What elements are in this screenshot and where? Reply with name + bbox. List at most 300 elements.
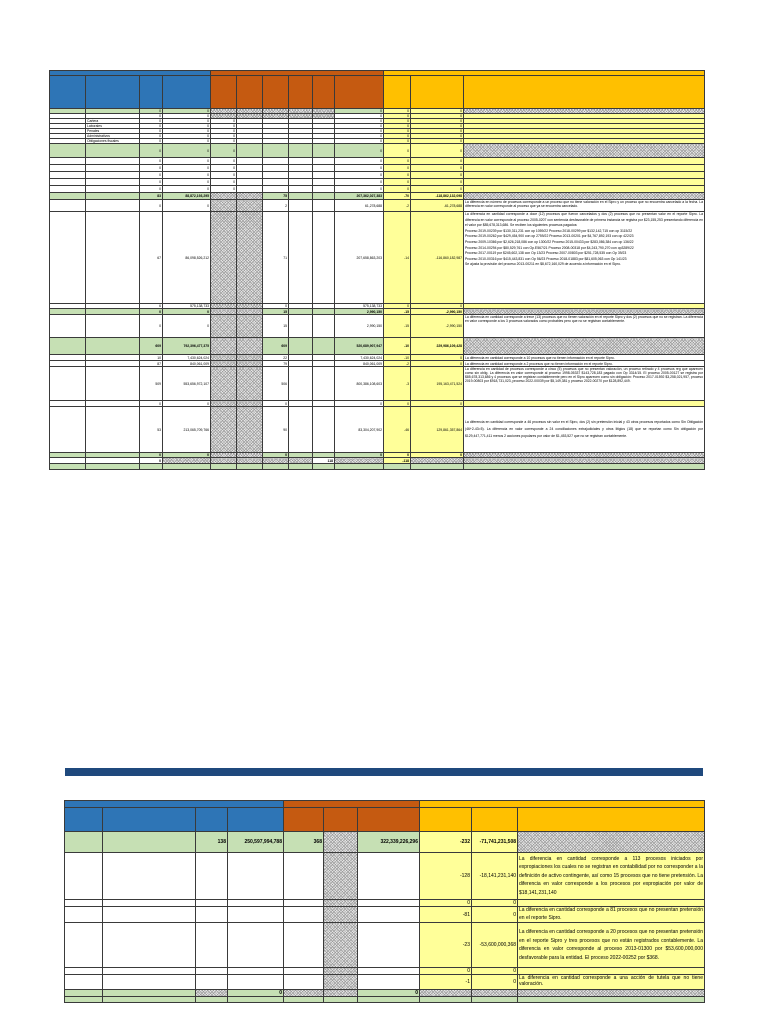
table-cell: 86,098,526,212: [163, 212, 211, 304]
table-cell: 213,065,709,766: [163, 407, 211, 453]
table-cell: [464, 179, 705, 186]
table-cell: 0: [384, 114, 411, 119]
table-cell: 75: [263, 193, 289, 200]
table-cell: [237, 144, 263, 158]
table-cell: [103, 975, 196, 990]
table-cell: 7,430,624,024: [335, 355, 384, 361]
table-cell: 0: [163, 124, 211, 129]
table-cell: -118,862,132,098: [411, 193, 464, 200]
table-cell: 0: [384, 144, 411, 158]
table-cell: 0: [411, 186, 464, 193]
table-row: [50, 200, 705, 212]
table-cell: 87: [140, 361, 163, 367]
table-cell: [86, 338, 140, 355]
total-row: [65, 832, 705, 853]
table-cell: [284, 923, 324, 968]
table-cell: 0: [384, 158, 411, 165]
table-cell: 0: [140, 109, 163, 114]
table-cell: 0: [211, 119, 237, 124]
table-cell: 0: [335, 129, 384, 134]
table-cell: 0: [411, 134, 464, 139]
table-cell: 0: [411, 401, 464, 407]
header-band-difference: [420, 801, 705, 808]
table-row: [50, 165, 705, 172]
table-row: [50, 158, 705, 165]
table-cell: 0: [140, 200, 163, 212]
table-cell: [472, 990, 518, 997]
difference-note: La diferencia en cantidad corresponde a doce (12) procesos que fueron cancelados y dos (2) procesos que no presentan valor en el reporte Sipro. La diferencia en valor corresponde al proceso 2005-0207 con sentencia desfavorable de primera instancia se registra por $23,155,253 presentando diferencia en el valor por $85,678,313,686. Se reciben los siguientes procesos pagados: Proceso 2019-00239 por $130,311,231 con op 1059/22 Proceso 2018-00299 por $132,142,715 con op 3115/22 Proceso 2019-00262 por $429,454,900 con op 2759/22 Proceso 2013-00201 por $4,767,892,193 con op 422/23 Proceso 2009-10366 por $2,626,218,086 con op 1300/22 Proceso 2015-00433 por $283,086,384 con op 136/22 Proceso 2014-00294 por $80,529,761 con Op.E567/21 Proceso 2008-00318 por $4,243,790,270 con op3289/22 Proceso 2017-00119 por $245,602,138 con Op 13/23 Proceso 2007-00803 por $251,728,535 con Op 39/23 Proceso 2010-00316 por $415,443,831 con Op 56/23 Proceso 2018-01883 por $81,605,063 con Op 141/23 Se ajusta la provisión del proceso 2013-00211 en $8,672,160,029 de acuerdo a información en el Sipro.: [464, 212, 705, 304]
table-cell: 0: [335, 172, 384, 179]
table-cell: [196, 997, 228, 1003]
table-cell: [263, 144, 289, 158]
table-cell: [289, 315, 313, 338]
table-cell: [420, 990, 472, 997]
table-cell: 88,872,193,295: [163, 193, 211, 200]
table-cell: [518, 900, 705, 907]
table-cell: [211, 407, 237, 453]
table-cell: [358, 808, 420, 832]
table-cell: [284, 990, 324, 997]
table-cell: [50, 200, 86, 212]
footer-row: [50, 464, 705, 470]
table-cell: 0: [384, 304, 411, 309]
table-cell: [324, 968, 358, 975]
table-cell: [324, 832, 358, 853]
table-cell: 0: [263, 453, 289, 458]
table-cell: 0: [384, 172, 411, 179]
table-cell: [86, 144, 140, 158]
table-row: [65, 968, 705, 975]
table-cell: 0: [411, 114, 464, 119]
table-cell: 0: [335, 453, 384, 458]
table-cell: [289, 144, 313, 158]
section-divider-bar: [65, 768, 703, 776]
table-cell: 15: [263, 315, 289, 338]
table-cell: [228, 923, 284, 968]
table-cell: [228, 900, 284, 907]
table-cell: [211, 76, 237, 109]
table-cell: 138: [196, 832, 228, 853]
table-cell: [50, 76, 86, 109]
table-cell: -14: [384, 212, 411, 304]
table-cell: [196, 808, 228, 832]
table-row: [50, 407, 705, 453]
table-cell: [284, 997, 324, 1003]
table-cell: 0: [163, 186, 211, 193]
table-cell: 0: [335, 139, 384, 144]
table-cell: [237, 172, 263, 179]
table-cell: [263, 158, 289, 165]
table-cell: [313, 367, 335, 401]
table-row: [65, 853, 705, 900]
table-cell: 0: [335, 165, 384, 172]
table-cell: [103, 832, 196, 853]
table-cell: 0: [163, 315, 211, 338]
table-cell: -70: [384, 193, 411, 200]
table-cell: [358, 907, 420, 923]
table-cell: [237, 367, 263, 401]
table-cell: -18,141,231,140: [472, 853, 518, 900]
table-cell: [86, 407, 140, 453]
table-cell: 0: [384, 186, 411, 193]
table-cell: [86, 464, 140, 470]
table-cell: 0: [140, 186, 163, 193]
table-cell: [518, 990, 705, 997]
table-cell: [263, 172, 289, 179]
table-cell: [237, 407, 263, 453]
table-cell: 0: [163, 129, 211, 134]
table-cell: [237, 76, 263, 109]
table-cell: [263, 165, 289, 172]
table-cell: 0: [472, 968, 518, 975]
table-cell: 0: [163, 158, 211, 165]
table-cell: 575,138,733: [335, 304, 384, 309]
difference-note: La diferencia en cantidad corresponde a 113 procesos iniciados por expropiaciones los cuales no se registran en contabilidad por no corresponder a la definición de activo contingente, así como 15 procesos que no tiene pretensión. La diferencia en valor corresponde a los procesos por expropiación por valor de $18,141,231,140: [518, 853, 705, 900]
table-cell: 0: [140, 165, 163, 172]
table-cell: [103, 968, 196, 975]
table-cell: -23: [420, 923, 472, 968]
table-cell: 0: [163, 134, 211, 139]
table-cell: 0: [335, 124, 384, 129]
table-cell: 0: [384, 134, 411, 139]
table-cell: [289, 464, 313, 470]
table-cell: 0: [140, 458, 163, 464]
table-cell: [518, 997, 705, 1003]
table-cell: 0: [140, 129, 163, 134]
table-cell: -53,600,000,368: [472, 923, 518, 968]
table-row: [50, 186, 705, 193]
table-cell: [86, 165, 140, 172]
table-cell: -81: [420, 907, 472, 923]
table-cell: [211, 464, 237, 470]
table-cell: 67: [140, 212, 163, 304]
table-cell: [384, 464, 411, 470]
table-cell: [228, 968, 284, 975]
table-cell: 0: [163, 114, 211, 119]
table-cell: [86, 76, 140, 109]
table-cell: [263, 464, 289, 470]
table-cell: [324, 990, 358, 997]
table-cell: 2,990,150: [335, 309, 384, 315]
table-cell: 0: [411, 361, 464, 367]
table-cell: [140, 464, 163, 470]
table-cell: [50, 172, 86, 179]
table-cell: 71: [263, 212, 289, 304]
table-cell: [464, 144, 705, 158]
difference-note: La diferencia en cantidad corresponde a trece (13) procesos que no tienen valoración en el reporte Sipro y dos (2) procesos que no se registran. La diferencia en valor corresponde a los 3 procesos valorados como probables pero que no se registran contablemente.: [464, 315, 705, 338]
table-cell: 0: [163, 139, 211, 144]
difference-note: La diferencia en número de procesos corresponde a un proceso que no tiene valoración en el Sipro y un proceso que no encuentra cancelado a la fecha. La diferencia en valor corresponde al proceso que ya se encuentra cancelado.: [464, 200, 705, 212]
table-cell: 0: [163, 309, 211, 315]
table-row: [50, 212, 705, 304]
table-cell: [289, 367, 313, 401]
table-cell: [50, 464, 86, 470]
table-cell: [65, 997, 103, 1003]
table-cell: [65, 990, 103, 997]
table-cell: [86, 200, 140, 212]
table-cell: [50, 179, 86, 186]
table-cell: 0: [163, 172, 211, 179]
table-cell: [103, 923, 196, 968]
table-cell: 840,061,009: [163, 361, 211, 367]
row-label-administrativos: Administrativos: [86, 134, 140, 139]
table-cell: -10: [384, 338, 411, 355]
table-cell: [324, 808, 358, 832]
table-cell: 0: [472, 975, 518, 990]
table-row: [50, 367, 705, 401]
table-row: [65, 907, 705, 923]
table-cell: [196, 975, 228, 990]
table-cell: 129,861,357,864: [411, 407, 464, 453]
table-cell: [86, 193, 140, 200]
table-cell: 195,163,471,524: [411, 367, 464, 401]
table-cell: 0: [472, 907, 518, 923]
table-row: [50, 172, 705, 179]
table-cell: 0: [384, 119, 411, 124]
table-cell: [65, 923, 103, 968]
table-cell: 0: [211, 129, 237, 134]
table-cell: [228, 853, 284, 900]
table-cell: -128: [420, 853, 472, 900]
row-label-laborales: Laborales: [86, 124, 140, 129]
table-cell: [313, 464, 335, 470]
table-cell: [86, 186, 140, 193]
table-cell: 0: [411, 139, 464, 144]
table-cell: [284, 975, 324, 990]
table-cell: [50, 367, 86, 401]
table-cell: 0: [140, 179, 163, 186]
table-cell: 0: [420, 900, 472, 907]
table-row: [65, 975, 705, 990]
table-cell: [103, 997, 196, 1003]
table-cell: [358, 997, 420, 1003]
table-cell: [464, 464, 705, 470]
table-cell: [50, 407, 86, 453]
table-cell: [228, 975, 284, 990]
table-cell: 250,597,994,788: [228, 832, 284, 853]
table-cell: -10: [384, 355, 411, 361]
table-cell: [289, 76, 313, 109]
table-cell: [50, 315, 86, 338]
table-row: [50, 179, 705, 186]
table-cell: 0: [228, 990, 284, 997]
table-cell: [464, 76, 705, 109]
row-label-penales: Penales: [86, 129, 140, 134]
table-cell: [86, 179, 140, 186]
table-cell: [163, 464, 211, 470]
table-cell: [103, 900, 196, 907]
table-cell: [289, 165, 313, 172]
table-cell: [358, 968, 420, 975]
table-cell: 0: [420, 968, 472, 975]
difference-note: La diferencia en cantidad corresponde a 10 procesos que no tienen información en el reporte Sipro.: [464, 355, 705, 361]
table-cell: 0: [211, 158, 237, 165]
table-cell: 0: [211, 144, 237, 158]
table-cell: 0: [411, 124, 464, 129]
table-cell: [50, 193, 86, 200]
table-cell: 0: [384, 179, 411, 186]
table-cell: [65, 975, 103, 990]
table-cell: 0: [335, 114, 384, 119]
table-cell: 0: [411, 129, 464, 134]
table-cell: 0: [140, 453, 163, 458]
table-cell: 0: [472, 900, 518, 907]
table-cell: [472, 997, 518, 1003]
table-cell: [313, 179, 335, 186]
table-cell: [384, 76, 411, 109]
table-cell: [313, 193, 335, 200]
table-cell: [103, 808, 196, 832]
table-cell: [237, 315, 263, 338]
table-cell: [237, 200, 263, 212]
table-cell: [65, 968, 103, 975]
table-cell: [65, 853, 103, 900]
table-cell: [358, 900, 420, 907]
table-cell: [358, 853, 420, 900]
table-cell: 2: [263, 200, 289, 212]
reconciliation-table-litigation: [49, 70, 705, 470]
table-cell: [358, 923, 420, 968]
table-cell: 0: [411, 158, 464, 165]
table-cell: [284, 853, 324, 900]
difference-note: La diferencia en cantidad corresponde a 20 procesos que no presentan pretensión en el reporte Sipro y tres procesos que no están registrados contablemente. La diferencia en valor corresponde al proceso 2013-01300 por $53,600,000,000 desfavorable para la entidad. El proceso 2022-00252 por $368.: [518, 923, 705, 968]
table-cell: 792,396,477,375: [163, 338, 211, 355]
table-cell: 22: [263, 355, 289, 361]
difference-note: La diferencia en cantidad de procesos corresponde a cinco (5) procesos que no presentan valoración, un proceso retirado y 4 procesos reg que aparecen como sin oblig. La diferencia en valor corresponde al proceso 1998-05337 $143,728,183 pagado con Op 3314/15. El proceso 2005-00127 se registra por $85,678,313,686 y 4 procesos que se registran contablemente pero en el Sipro aparecen como sin obligación: Proceso 2017-01592 $3,258,021,957, proceso 2019-00803 por $918,731,023, proceso 2022-00039 por $5,149,381 y proceso 2022-00270 por $128,892,449.: [464, 367, 705, 401]
table-cell: [86, 212, 140, 304]
table-cell: [324, 923, 358, 968]
table-cell: 0: [140, 315, 163, 338]
table-cell: [65, 900, 103, 907]
subtotal-row: [50, 338, 705, 355]
table-cell: 79: [263, 361, 289, 367]
table-cell: [50, 338, 86, 355]
table-cell: [284, 968, 324, 975]
row-label-obligaciones-fiscales: Obligaciones fiscales: [86, 139, 140, 144]
table-cell: [263, 76, 289, 109]
table-cell: [313, 158, 335, 165]
table-cell: 0: [140, 134, 163, 139]
table-cell: [464, 193, 705, 200]
table-cell: [411, 464, 464, 470]
table-cell: -118: [384, 458, 411, 464]
table-cell: -61,278,688: [411, 200, 464, 212]
table-cell: [335, 76, 384, 109]
table-cell: 7,430,624,024: [163, 355, 211, 361]
table-cell: 229,986,109,428: [411, 338, 464, 355]
table-cell: [237, 464, 263, 470]
table-cell: 0: [411, 172, 464, 179]
table-cell: 0: [140, 119, 163, 124]
table-cell: 0: [163, 144, 211, 158]
table-cell: [86, 172, 140, 179]
table-cell: [411, 76, 464, 109]
table-cell: 0: [211, 165, 237, 172]
table-cell: 0: [384, 401, 411, 407]
table-cell: [324, 853, 358, 900]
table-cell: [196, 853, 228, 900]
table-cell: -2: [384, 361, 411, 367]
table-cell: [86, 158, 140, 165]
table-cell: 0: [263, 304, 289, 309]
table-cell: 15: [263, 309, 289, 315]
table-cell: 0: [411, 355, 464, 361]
table-cell: [284, 907, 324, 923]
table-cell: [50, 186, 86, 193]
table-cell: 0: [335, 401, 384, 407]
table-cell: 0: [163, 401, 211, 407]
table-cell: 0: [140, 139, 163, 144]
table-cell: -232: [420, 832, 472, 853]
table-cell: 0: [211, 186, 237, 193]
table-cell: [50, 158, 86, 165]
table-cell: 207,658,863,203: [335, 212, 384, 304]
header-band-accounting: [65, 801, 284, 808]
table-cell: 0: [384, 109, 411, 114]
table-cell: [163, 76, 211, 109]
table-cell: -15: [384, 315, 411, 338]
table-cell: [289, 179, 313, 186]
table-cell: [313, 186, 335, 193]
table-cell: [284, 900, 324, 907]
table-cell: 207,362,027,383: [335, 193, 384, 200]
difference-note: La diferencia en cantidad corresponde a 2 procesos que no tienen información en el reporte Sipro.: [464, 361, 705, 367]
table-cell: 0: [140, 158, 163, 165]
table-cell: 368: [284, 832, 324, 853]
table-cell: [313, 407, 335, 453]
table-cell: 0: [335, 158, 384, 165]
table-cell: [464, 158, 705, 165]
difference-note: La diferencia en cantidad corresponde a una acción de tutela que no tiene valoración.: [518, 975, 705, 990]
table-cell: 0: [358, 990, 420, 997]
table-row: [50, 144, 705, 158]
table-cell: [324, 907, 358, 923]
table-cell: [237, 186, 263, 193]
table-cell: [211, 212, 237, 304]
table-cell: 0: [411, 109, 464, 114]
table-cell: -71,741,231,508: [472, 832, 518, 853]
row-label-cartera: Cartera: [86, 119, 140, 124]
table-cell: [211, 315, 237, 338]
table-cell: 0: [140, 172, 163, 179]
table-cell: [518, 968, 705, 975]
table-cell: [313, 76, 335, 109]
table-cell: 0: [411, 453, 464, 458]
table-cell: -15: [384, 309, 411, 315]
table-cell: 0: [163, 109, 211, 114]
table-cell: [289, 338, 313, 355]
table-cell: [211, 367, 237, 401]
table-cell: 0: [163, 200, 211, 212]
table-cell: 520,689,907,947: [335, 338, 384, 355]
table-cell: [289, 212, 313, 304]
table-cell: [65, 808, 103, 832]
table-cell: 0: [211, 134, 237, 139]
difference-note: La diferencia en cantidad corresponde a 81 procesos que no presentan pretensión en el reporte Sipro.: [519, 907, 703, 921]
reconciliation-table-contingent-assets: [64, 800, 705, 1003]
table-cell: 0: [140, 401, 163, 407]
table-cell: 575,138,733: [163, 304, 211, 309]
table-cell: 609: [140, 338, 163, 355]
table-cell: 0: [335, 186, 384, 193]
table-cell: 61,278,688: [335, 200, 384, 212]
table-cell: [196, 907, 228, 923]
table-cell: [103, 990, 196, 997]
table-cell: [313, 315, 335, 338]
table-cell: [211, 193, 237, 200]
table-cell: [289, 193, 313, 200]
table-cell: [472, 808, 518, 832]
